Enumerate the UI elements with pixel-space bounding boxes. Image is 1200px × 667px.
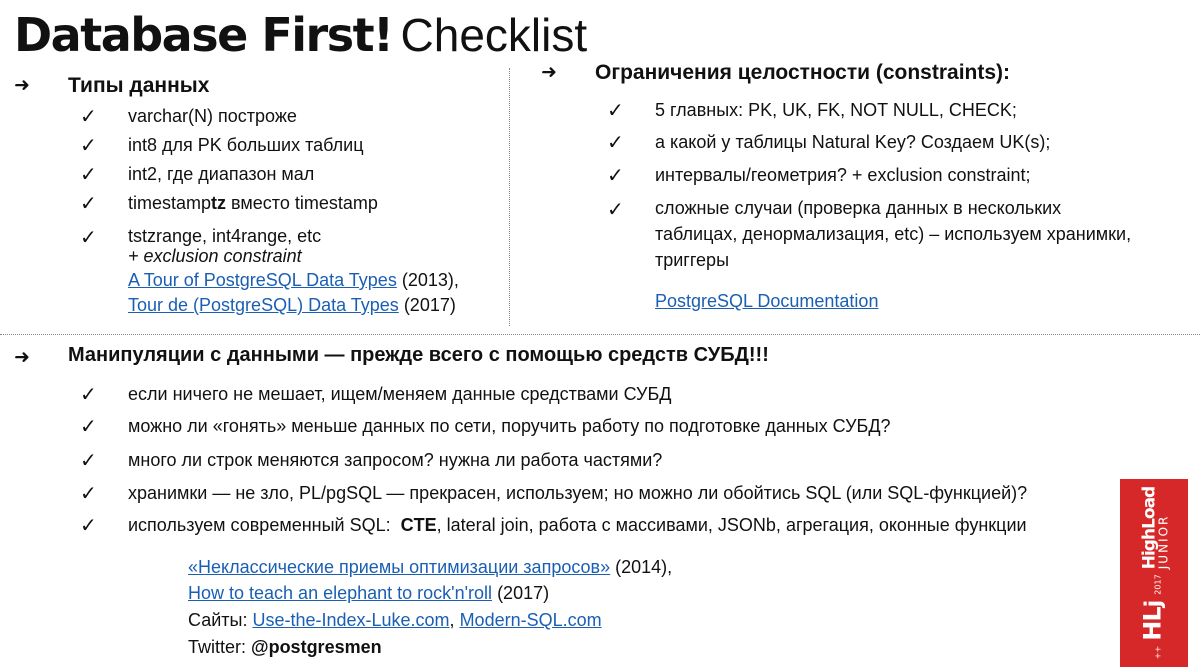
check-icon: ✓: [80, 382, 97, 406]
arrow-icon: ➜: [14, 346, 30, 368]
check-icon: ✓: [80, 225, 97, 249]
check-icon: ✓: [80, 414, 97, 438]
separator: ,: [449, 610, 460, 630]
check-icon: ✓: [80, 448, 97, 472]
check-icon: ✓: [607, 130, 624, 154]
check-icon: ✓: [80, 162, 97, 186]
reference-line: [188, 555, 672, 579]
list-item: int2, где диапазон мал: [128, 164, 315, 184]
link-use-the-index-luke[interactable]: Use-the-Index-Luke.com: [252, 610, 450, 630]
title-bold: Database First!: [14, 8, 393, 62]
check-icon: ✓: [607, 98, 624, 122]
reference-line: [655, 289, 878, 313]
check-icon: ✓: [80, 481, 97, 505]
link-postgresql-docs[interactable]: PostgreSQL Documentation: [655, 291, 879, 311]
section-heading-data-types: Типы данных: [68, 74, 210, 97]
item-part: используем современный SQL:: [128, 515, 401, 535]
list-item: 5 главных: PK, UK, FK, NOT NULL, CHECK;: [655, 100, 1017, 120]
check-icon: ✓: [80, 513, 97, 537]
logo-words: [1138, 486, 1170, 570]
link-tour-de-data-types[interactable]: Tour de (PostgreSQL) Data Types: [128, 295, 399, 315]
list-item: [128, 191, 378, 215]
logo-year: 2017: [1153, 574, 1163, 595]
check-icon: ✓: [607, 197, 624, 221]
link-tour-data-types[interactable]: A Tour of PostgreSQL Data Types: [128, 270, 397, 290]
twitter-line: [188, 635, 382, 659]
page-title: [14, 4, 587, 66]
check-icon: ✓: [80, 104, 97, 128]
cte-bold: CTE: [400, 515, 437, 535]
reference-line: [128, 268, 459, 292]
list-item: интервалы/геометрия? + exclusion constraint;: [655, 165, 1031, 185]
logo-j: j: [1141, 599, 1167, 608]
logo-junior: JUNIOR: [1155, 514, 1170, 570]
list-item: можно ли «гонять» меньше данных по сети, поручить работу по подготовке данных СУБД?: [128, 416, 891, 436]
list-item: а какой у таблицы Natural Key? Создаем UK(s);: [655, 132, 1051, 152]
list-item: много ли строк меняются запросом? нужна ли работа частями?: [128, 450, 663, 470]
logo-plus: ++: [1153, 645, 1163, 660]
logo-text: [1138, 487, 1170, 659]
reference-line: [128, 293, 456, 317]
title-light: Checklist: [400, 9, 588, 61]
arrow-icon: ➜: [541, 61, 557, 83]
twitter-label: Twitter:: [188, 637, 252, 657]
check-icon: ✓: [80, 133, 97, 157]
reference-line: [188, 581, 549, 605]
ts-rest: вместо timestamp: [226, 193, 378, 213]
link-elephant-rocknroll[interactable]: How to teach an elephant to rock'n'roll: [188, 583, 493, 603]
horizontal-divider: [0, 334, 1200, 335]
ts-part: timestamp: [128, 193, 212, 213]
section-heading-constraints: Ограничения целостности (constraints):: [595, 61, 1011, 84]
check-icon: ✓: [80, 191, 97, 215]
section-heading-manipulation: Манипуляции с данными — прежде всего с помощью средств СУБД!!!: [68, 344, 769, 366]
item-rest: , lateral join, работа с массивами, JSONb, агрегация, оконные функции: [436, 515, 1027, 535]
list-item: [128, 513, 1027, 537]
list-item-continued: триггеры: [655, 250, 730, 270]
list-item: сложные случаи (проверка данных в нескольких: [655, 198, 1062, 218]
check-icon: ✓: [607, 163, 624, 187]
twitter-handle: @postgresmen: [251, 637, 382, 657]
list-item: tstzrange, int4range, etc: [128, 226, 322, 246]
year-text: (2014),: [610, 557, 673, 577]
year-text: (2017): [398, 295, 456, 315]
highload-junior-logo: [1120, 479, 1188, 667]
year-text: (2013),: [396, 270, 459, 290]
list-item: int8 для PK больших таблиц: [128, 135, 364, 155]
ts-bold: tz: [211, 193, 227, 213]
vertical-divider: [509, 68, 510, 326]
year-text: (2017): [492, 583, 550, 603]
list-item: хранимки — не зло, PL/pgSQL — прекрасен, используем; но можно ли обойтись SQL (или SQL-функцией)?: [128, 483, 1028, 503]
link-modern-sql[interactable]: Modern-SQL.com: [459, 610, 602, 630]
list-item-continued: таблицах, денормализация, etc) – используем хранимки,: [655, 224, 1132, 244]
link-nonclassical-optimization[interactable]: «Неклассические приемы оптимизации запросов»: [188, 557, 611, 577]
sites-line: [188, 608, 602, 632]
arrow-icon: ➜: [14, 74, 30, 96]
list-item: varchar(N) построже: [128, 106, 297, 126]
logo-highload: HighLoad: [1138, 486, 1159, 570]
logo-hl: HL: [1138, 607, 1167, 641]
sites-label: Сайты:: [188, 610, 253, 630]
exclusion-note: + exclusion constraint: [128, 246, 302, 266]
list-item: если ничего не мешает, ищем/меняем данные средствами СУБД: [128, 384, 672, 404]
